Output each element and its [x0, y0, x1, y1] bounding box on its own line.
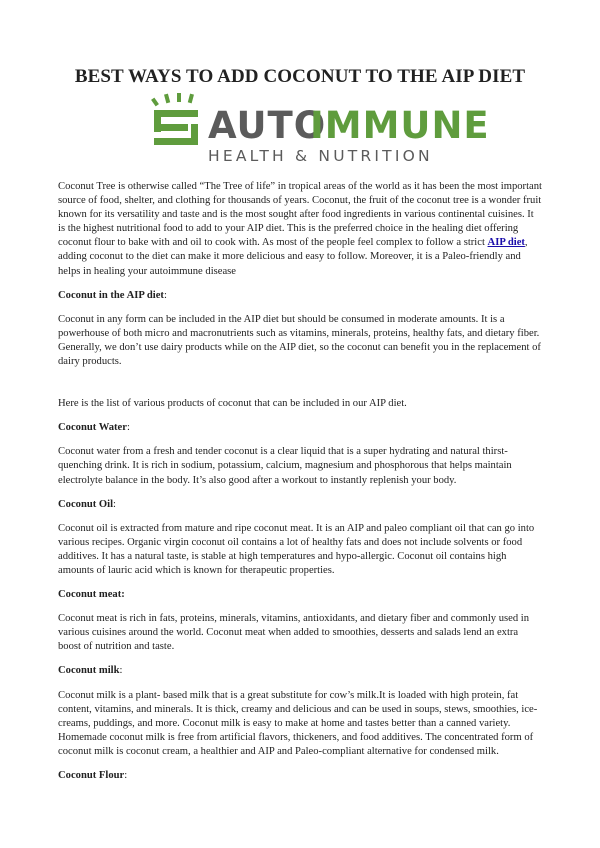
autoimmune-logo [150, 92, 490, 168]
list-intro: Here is the list of various products of coconut that can be included in our AIP diet. [58, 398, 407, 410]
logo-tagline: HEALTH & NUTRITION [208, 147, 433, 165]
product-heading-text: Coconut Water [58, 422, 127, 434]
product-body-milk: Coconut milk is a plant- based milk that is a great substitute for cow’s milk.It is loaded with high protein, fat content, vitamins, and minerals. It is thick, creamy and delicious and can be used in soups, stews, smoothies, ice-creams, puddings, and more. Coconut milk is easy to make at home and tastes better than a canned variety. Homemade coconut milk is free from artificial flavors, thickeners, and food additives. The concentrated form of coconut milk is coconut cream, a healthier and AIP and Paleo-compliant alternative for condensed milk. [58, 689, 538, 757]
intro-text-after: , adding coconut to the diet can make it more delicious and easy to follow. Moreover, it is a Paleo-friendly and helps in healing your autoimmune disease [58, 237, 528, 277]
product-heading-suffix: : [119, 665, 123, 677]
logo-word-auto: AUTO [208, 104, 327, 147]
product-heading-text: Coconut Oil [58, 498, 114, 510]
product-body-oil: Coconut oil is extracted from mature and ripe coconut meat. It is an AIP and paleo compliant oil that can go into various recipes. Organic virgin coconut oil contains a lot of healthy fats and does not include solvents or food additives. It has a natural taste, is stable at high temperatures and hypo-allergic. Coconut oil contains high amounts of lauric acid which is known for therapeutic properties. [58, 522, 535, 576]
product-heading-text: Coconut Flour [58, 770, 125, 781]
product-body-water: Coconut water from a fresh and tender coconut is a clear liquid that is a super hydrating and natural thirst-quenching drink. It is rich in sodium, potassium, calcium, magnesium and phosphorous that helps maintain electrolyte balance in the body. It’s also good after a workout to instantly replenish your body. [58, 446, 512, 486]
product-heading-flour [58, 769, 542, 783]
logo-mark-icon [154, 110, 198, 145]
product-heading-meat [58, 588, 542, 602]
article-body [58, 180, 542, 793]
section-heading-suffix: : [163, 289, 167, 301]
intro-paragraph [58, 180, 542, 279]
product-heading-text: Coconut meat: [58, 589, 125, 601]
spacer [58, 379, 542, 397]
logo-graphic [150, 92, 490, 168]
section-heading [58, 289, 542, 303]
intro-text-before: Coconut Tree is otherwise called “The Tree of life” in tropical areas of the world as it has been the most important source of food, shelter, and clothing for thousands of years. Coconut, the fruit of the coconut tree is a wonder fruit known for its versatility and taste and is the most sought after food ingredients in various continental cuisines. It is the highest nutritional food to add to your AIP diet. This is the preferred choice in the healing diet offering coconut flour to bake with and oil to cook with. As most of the people feel complex to follow a strict [58, 181, 542, 249]
product-heading-water [58, 421, 542, 435]
product-heading-oil [58, 498, 542, 512]
product-heading-suffix: : [124, 770, 128, 781]
aip-diet-link[interactable]: AIP diet [487, 237, 525, 249]
product-heading-milk [58, 664, 542, 678]
logo-word-immune: IMMUNE [310, 104, 490, 147]
logo-rays-icon [151, 93, 194, 106]
product-body-meat: Coconut meat is rich in fats, proteins, minerals, vitamins, antioxidants, and dietary fiber and commonly used in various cuisines around the world. Coconut meat when added to smoothies, desserts and salads lend an extra boost of nutrition and taste. [58, 613, 530, 653]
section-body: Coconut in any form can be included in the AIP diet but should be consumed in moderate amounts. It is a powerhouse of both micro and macronutrients such as vitamins, minerals, proteins, healthy fats, and dietary fiber. Generally, we don’t use dairy products while on the AIP diet, so the coconut can benefit you in the replacement of dairy products. [58, 313, 541, 368]
section-heading-text: Coconut in the AIP diet [58, 289, 164, 301]
product-heading-suffix: : [113, 498, 116, 510]
product-heading-text: Coconut milk [58, 665, 120, 677]
page-title: BEST WAYS TO ADD COCONUT TO THE AIP DIET [74, 66, 526, 87]
product-heading-suffix: : [126, 422, 130, 434]
